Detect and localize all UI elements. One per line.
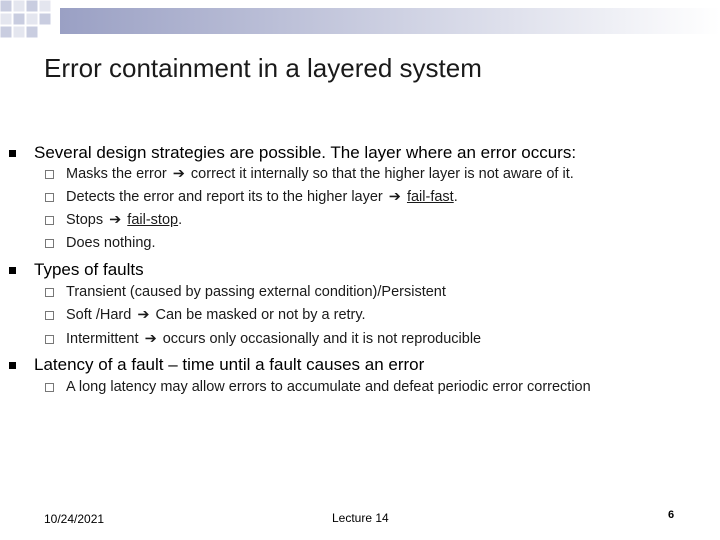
page-number: 6 <box>668 509 675 521</box>
fail-stop-link[interactable]: fail-stop <box>127 212 179 228</box>
sub-bullet-text: Transient (caused by passing external condition)/Persistent <box>66 284 446 300</box>
hollow-square-bullet-icon <box>45 311 54 320</box>
hollow-square-bullet-icon <box>45 335 54 344</box>
sub-bullet-text: Intermittent ➔ occurs only occasionally and it is not reproducible <box>66 331 482 347</box>
hollow-square-bullet-icon <box>45 216 54 225</box>
hollow-square-bullet-icon <box>45 239 54 248</box>
sub-bullet-text: Does nothing. <box>66 235 156 251</box>
sub-bullet-text: Detects the error and report its to the higher layer ➔ fail-fast. <box>66 189 458 205</box>
sub-bullet-text: A long latency may allow errors to accumulate and defeat periodic error correction <box>66 379 591 395</box>
hollow-square-bullet-icon <box>45 193 54 202</box>
bullet-text: Several design strategies are possible. The layer where an error occurs: <box>34 143 577 162</box>
square-bullet-icon <box>9 267 16 274</box>
arrow-right-icon: ➔ <box>172 166 185 182</box>
hollow-square-bullet-icon <box>45 170 54 179</box>
arrow-right-icon: ➔ <box>109 212 122 228</box>
bullet-text: Latency of a fault – time until a fault causes an error <box>34 355 425 374</box>
arrow-right-icon: ➔ <box>144 331 157 347</box>
hollow-square-bullet-icon <box>45 383 54 392</box>
arrow-right-icon: ➔ <box>137 307 150 323</box>
arrow-right-icon: ➔ <box>388 189 401 205</box>
sub-bullet-text: Stops ➔ fail-stop. <box>66 212 183 228</box>
hollow-square-bullet-icon <box>45 288 54 297</box>
square-bullet-icon <box>9 362 16 369</box>
slide-title: Error containment in a layered system <box>44 53 482 83</box>
bullet-text: Types of faults <box>34 260 144 279</box>
sub-bullet-text: Soft /Hard ➔ Can be masked or not by a retry. <box>66 307 366 323</box>
square-bullet-icon <box>9 150 16 157</box>
footer-lecture: Lecture 14 <box>332 511 389 525</box>
footer-date: 10/24/2021 <box>44 512 105 526</box>
sub-bullet-text: Masks the error ➔ correct it internally so that the higher layer is not aware of it. <box>66 166 574 182</box>
fail-fast-link[interactable]: fail-fast <box>406 189 454 205</box>
